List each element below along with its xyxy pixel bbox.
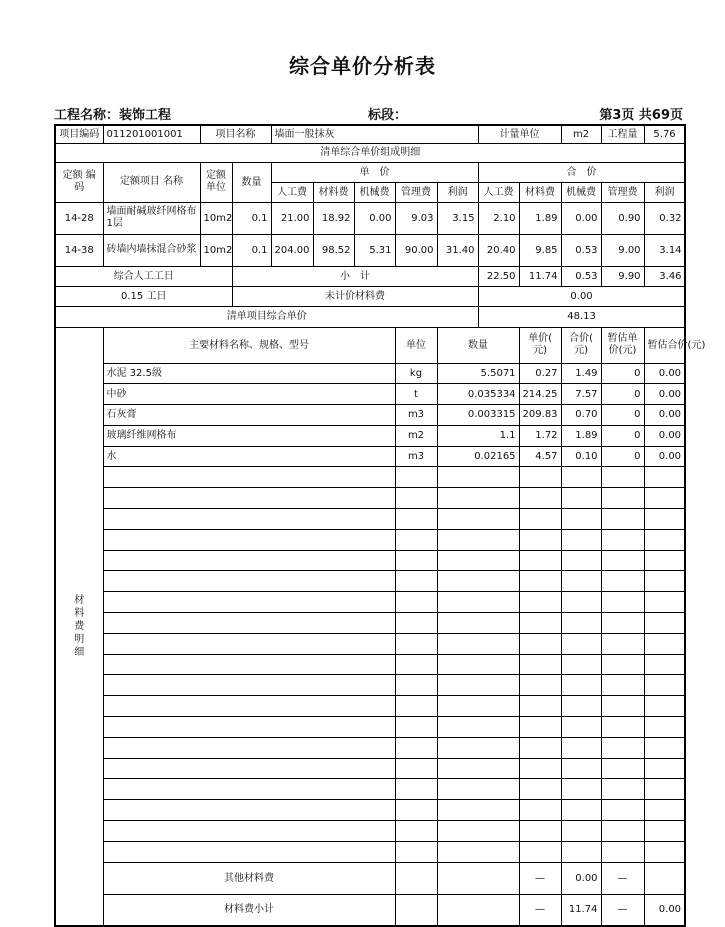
material-price: 0.27 [519, 363, 561, 384]
project-label: 工程名称： [54, 108, 120, 123]
material-unit [395, 467, 437, 488]
material-unit [395, 675, 437, 696]
material-row [55, 821, 685, 842]
labor-day-label: 综合人工工日 [55, 266, 232, 286]
other-material-total: 0.00 [561, 862, 601, 894]
material-total [561, 779, 601, 800]
measure-unit: m2 [561, 125, 601, 143]
material-est-price: 0 [601, 446, 644, 467]
unit-price-value: 5.31 [354, 234, 395, 266]
total-price-value: 3.14 [644, 234, 685, 266]
material-total: 1.49 [561, 363, 601, 384]
material-qty [437, 654, 519, 675]
material-est-total [644, 509, 685, 530]
material-name [103, 800, 395, 821]
material-row [55, 446, 685, 467]
other-material-row [55, 862, 685, 894]
unit-price-value: 98.52 [313, 234, 354, 266]
material-est-total [644, 529, 685, 550]
page-info: 第3页 共69页 [599, 108, 683, 123]
other-material-est-total [644, 862, 685, 894]
material-total [561, 841, 601, 862]
material-row [55, 654, 685, 675]
material-unit: t [395, 384, 437, 405]
total-price-value: 9.00 [601, 234, 644, 266]
composite-value: 48.13 [478, 306, 685, 327]
material-total [561, 592, 601, 613]
material-price [519, 737, 561, 758]
other-material-blank [395, 862, 437, 894]
material-row [55, 571, 685, 592]
unit-price-value: 18.92 [313, 202, 354, 234]
subtotal-label: 小 计 [232, 266, 478, 286]
material-est-total: 0.00 [644, 384, 685, 405]
material-price [519, 654, 561, 675]
material-est-total [644, 717, 685, 738]
analysis-table [54, 124, 706, 927]
material-price [519, 592, 561, 613]
material-qty [437, 675, 519, 696]
material-name [103, 633, 395, 654]
material-subtotal-total: 11.74 [561, 894, 601, 926]
material-row [55, 633, 685, 654]
quota-unit-header: 定额 单位 [200, 162, 232, 202]
material-qty [437, 800, 519, 821]
material-total-header: 合价( 元) [561, 327, 601, 363]
material-name [103, 613, 395, 634]
material-est-price [601, 592, 644, 613]
material-est-total [644, 675, 685, 696]
material-row [55, 425, 685, 446]
material-unit [395, 758, 437, 779]
report-title: 综合单价分析表 [289, 54, 436, 78]
unit-price-value: 0.00 [354, 202, 395, 234]
material-subtotal-label: 材料费小计 [103, 894, 395, 926]
material-qty [437, 633, 519, 654]
material-total [561, 488, 601, 509]
material-row [55, 613, 685, 634]
material-name [103, 654, 395, 675]
material-unit: m2 [395, 425, 437, 446]
project-item-name: 墙面一般抹灰 [271, 125, 478, 143]
material-name [103, 488, 395, 509]
material-est-total [644, 696, 685, 717]
material-subtotal-blank [395, 894, 437, 926]
quota-code: 14-28 [55, 202, 103, 234]
material-detail-side-label [55, 327, 103, 926]
subtotal-value: 3.46 [644, 266, 685, 286]
material-subtotal-price: — [519, 894, 561, 926]
material-est-price: 0 [601, 384, 644, 405]
material-price: 4.57 [519, 446, 561, 467]
material-price [519, 613, 561, 634]
material-est-total: 0.00 [644, 405, 685, 426]
unit-price-value: 9.03 [395, 202, 437, 234]
management-header: 管理费 [601, 182, 644, 202]
material-est-price [601, 654, 644, 675]
material-est-total: 0.00 [644, 446, 685, 467]
profit-header: 利润 [437, 182, 478, 202]
unit-price-value: 31.40 [437, 234, 478, 266]
material-qty [437, 550, 519, 571]
material-est-price [601, 675, 644, 696]
unit-price-value: 3.15 [437, 202, 478, 234]
material-name: 中砂 [103, 384, 395, 405]
material-unit [395, 696, 437, 717]
material-name [103, 737, 395, 758]
subtotal-row [55, 266, 685, 286]
total-price-value: 0.53 [561, 234, 601, 266]
subtotal-value: 11.74 [519, 266, 561, 286]
total-price-value: 1.89 [519, 202, 561, 234]
quota-unit: 10m2 [200, 202, 232, 234]
quantity-header: 数量 [232, 162, 271, 202]
material-name [103, 696, 395, 717]
material-est-price [601, 800, 644, 821]
material-est-total [644, 800, 685, 821]
project-code: 011201001001 [103, 125, 200, 143]
material-row [55, 488, 685, 509]
unit-price-header: 单 价 [271, 162, 478, 182]
material-name [103, 675, 395, 696]
material-total [561, 737, 601, 758]
material-qty [437, 779, 519, 800]
section-label: 标段： [368, 108, 408, 123]
material-total [561, 675, 601, 696]
material-total [561, 800, 601, 821]
material-est-total [644, 571, 685, 592]
material-est-price [601, 529, 644, 550]
material-total: 1.89 [561, 425, 601, 446]
material-name: 玻璃纤维网格布 [103, 425, 395, 446]
other-material-blank [437, 862, 519, 894]
material-subtotal-est-total: 0.00 [644, 894, 685, 926]
material-row [55, 529, 685, 550]
material-header: 材料费 [313, 182, 354, 202]
material-qty [437, 488, 519, 509]
material-total: 0.70 [561, 405, 601, 426]
material-total [561, 821, 601, 842]
detail-title: 清单综合单价组成明细 [55, 143, 685, 162]
material-est-total [644, 633, 685, 654]
material-name [103, 592, 395, 613]
quota-code: 14-38 [55, 234, 103, 266]
material-name-header: 主要材料名称、规格、型号 [103, 327, 395, 363]
material-est-total [644, 654, 685, 675]
material-est-total [644, 592, 685, 613]
material-subtotal-row [55, 894, 685, 926]
material-side-text: 材 料 费 明 细 [74, 594, 85, 658]
info-row [55, 125, 685, 143]
col-header-row-1 [55, 162, 685, 182]
qty-label: 工程量 [601, 125, 644, 143]
material-row [55, 675, 685, 696]
material-est-total [644, 737, 685, 758]
material-est-total [644, 841, 685, 862]
material-price [519, 509, 561, 530]
material-name [103, 779, 395, 800]
material-name: 水 [103, 446, 395, 467]
material-total [561, 613, 601, 634]
material-est-total: 0.00 [644, 363, 685, 384]
material-row [55, 737, 685, 758]
material-price [519, 571, 561, 592]
material-header-row [55, 327, 685, 363]
material-unit [395, 571, 437, 592]
material-row [55, 405, 685, 426]
material-qty-header: 数量 [437, 327, 519, 363]
material-price [519, 467, 561, 488]
unit-price-value: 204.00 [271, 234, 313, 266]
material-est-price [601, 550, 644, 571]
material-qty: 0.035334 [437, 384, 519, 405]
project-label-group [54, 104, 171, 123]
material-qty [437, 529, 519, 550]
material-unit [395, 821, 437, 842]
quota-item-header: 定额项目 名称 [103, 162, 200, 202]
material-qty: 0.003315 [437, 405, 519, 426]
name-label: 项目名称 [200, 125, 271, 143]
material-price [519, 717, 561, 738]
detail-title-row [55, 143, 685, 162]
material-est-price: 0 [601, 425, 644, 446]
quota-qty: 0.1 [232, 234, 271, 266]
material-subtotal-est-price: — [601, 894, 644, 926]
material-qty [437, 509, 519, 530]
material-name [103, 550, 395, 571]
material-name [103, 821, 395, 842]
material-unit [395, 613, 437, 634]
material-qty [437, 592, 519, 613]
other-material-price: — [519, 862, 561, 894]
labor-header: 人工费 [271, 182, 313, 202]
quota-qty: 0.1 [232, 202, 271, 234]
material-row [55, 384, 685, 405]
management-header: 管理费 [395, 182, 437, 202]
project-name: 装饰工程 [119, 108, 172, 123]
material-est-total [644, 488, 685, 509]
material-unit-header: 单位 [395, 327, 437, 363]
material-price [519, 675, 561, 696]
material-unit: m3 [395, 405, 437, 426]
material-est-price [601, 841, 644, 862]
material-total [561, 717, 601, 738]
material-unit [395, 717, 437, 738]
material-est-price-header: 暂估单 价(元) [601, 327, 644, 363]
material-price [519, 800, 561, 821]
material-price: 209.83 [519, 405, 561, 426]
material-price-header: 单价( 元) [519, 327, 561, 363]
machine-header: 机械费 [561, 182, 601, 202]
material-est-total [644, 550, 685, 571]
unpriced-row [55, 286, 685, 306]
material-row [55, 509, 685, 530]
material-qty [437, 841, 519, 862]
subtotal-value: 9.90 [601, 266, 644, 286]
material-unit [395, 800, 437, 821]
material-qty: 0.02165 [437, 446, 519, 467]
material-total: 0.10 [561, 446, 601, 467]
material-unit [395, 633, 437, 654]
material-est-price [601, 737, 644, 758]
other-material-est-price: — [601, 862, 644, 894]
material-name [103, 841, 395, 862]
material-est-price: 0 [601, 405, 644, 426]
material-name: 水泥 32.5级 [103, 363, 395, 384]
material-name [103, 509, 395, 530]
material-qty [437, 821, 519, 842]
material-est-price [601, 509, 644, 530]
material-est-price [601, 571, 644, 592]
material-unit: kg [395, 363, 437, 384]
material-unit [395, 737, 437, 758]
material-total [561, 696, 601, 717]
material-est-total-header: 暂估合价(元) [644, 327, 685, 363]
material-qty: 1.1 [437, 425, 519, 446]
total-price-value: 9.85 [519, 234, 561, 266]
material-row [55, 467, 685, 488]
material-price [519, 779, 561, 800]
material-unit [395, 592, 437, 613]
material-total [561, 633, 601, 654]
quota-row [55, 202, 685, 234]
total-price-value: 0.32 [644, 202, 685, 234]
material-qty [437, 758, 519, 779]
material-unit [395, 550, 437, 571]
material-header: 材料费 [519, 182, 561, 202]
material-total [561, 758, 601, 779]
material-name [103, 758, 395, 779]
material-total [561, 509, 601, 530]
material-row [55, 779, 685, 800]
material-row [55, 841, 685, 862]
material-total [561, 529, 601, 550]
material-row [55, 717, 685, 738]
material-unit [395, 841, 437, 862]
code-label: 项目编码 [55, 125, 103, 143]
other-material-label: 其他材料费 [103, 862, 395, 894]
material-est-price [601, 633, 644, 654]
material-est-price [601, 488, 644, 509]
material-unit: m3 [395, 446, 437, 467]
material-qty: 5.5071 [437, 363, 519, 384]
total-price-value: 0.90 [601, 202, 644, 234]
material-total [561, 467, 601, 488]
material-est-price [601, 613, 644, 634]
material-est-total: 0.00 [644, 425, 685, 446]
material-est-price [601, 758, 644, 779]
material-qty [437, 467, 519, 488]
material-row [55, 363, 685, 384]
material-unit [395, 654, 437, 675]
total-price-value: 2.10 [478, 202, 519, 234]
composite-label: 清单项目综合单价 [55, 306, 478, 327]
material-name [103, 467, 395, 488]
material-est-total [644, 758, 685, 779]
material-price [519, 633, 561, 654]
labor-header: 人工费 [478, 182, 519, 202]
unit-price-value: 90.00 [395, 234, 437, 266]
material-row [55, 696, 685, 717]
material-row [55, 592, 685, 613]
composite-row [55, 306, 685, 327]
material-total [561, 571, 601, 592]
material-price [519, 841, 561, 862]
material-unit [395, 529, 437, 550]
material-name [103, 571, 395, 592]
material-est-price [601, 467, 644, 488]
material-price [519, 696, 561, 717]
material-est-total [644, 779, 685, 800]
material-price: 1.72 [519, 425, 561, 446]
material-est-price [601, 779, 644, 800]
material-est-price [601, 696, 644, 717]
material-total [561, 654, 601, 675]
material-name: 石灰膏 [103, 405, 395, 426]
material-est-total [644, 467, 685, 488]
material-unit [395, 488, 437, 509]
material-qty [437, 737, 519, 758]
material-qty [437, 696, 519, 717]
unpriced-value: 0.00 [478, 286, 685, 306]
total-price-header: 合 价 [478, 162, 685, 182]
material-est-total [644, 613, 685, 634]
material-unit [395, 779, 437, 800]
material-price [519, 550, 561, 571]
material-name [103, 717, 395, 738]
unit-price-value: 21.00 [271, 202, 313, 234]
material-total [561, 550, 601, 571]
material-price [519, 821, 561, 842]
material-qty [437, 613, 519, 634]
machine-header: 机械费 [354, 182, 395, 202]
material-price [519, 758, 561, 779]
subtotal-value: 22.50 [478, 266, 519, 286]
quota-row [55, 234, 685, 266]
total-price-value: 20.40 [478, 234, 519, 266]
subtotal-value: 0.53 [561, 266, 601, 286]
material-qty [437, 717, 519, 738]
material-row [55, 550, 685, 571]
unit-label: 计量单位 [478, 125, 561, 143]
material-price [519, 488, 561, 509]
material-name [103, 529, 395, 550]
quota-unit: 10m2 [200, 234, 232, 266]
quota-name: 墙面耐碱玻纤网格布 1层 [103, 202, 200, 234]
material-subtotal-blank [437, 894, 519, 926]
material-price [519, 529, 561, 550]
material-total: 7.57 [561, 384, 601, 405]
material-row [55, 758, 685, 779]
labor-days: 0.15 工日 [55, 286, 232, 306]
material-est-total [644, 821, 685, 842]
material-price: 214.25 [519, 384, 561, 405]
quota-code-header: 定额 编码 [55, 162, 103, 202]
material-est-price [601, 717, 644, 738]
material-row [55, 800, 685, 821]
total-price-value: 0.00 [561, 202, 601, 234]
material-est-price: 0 [601, 363, 644, 384]
work-quantity: 5.76 [644, 125, 685, 143]
profit-header: 利润 [644, 182, 685, 202]
quota-name: 砖墙内墙抹混合砂浆 [103, 234, 200, 266]
unpriced-label: 未计价材料费 [232, 286, 478, 306]
material-unit [395, 509, 437, 530]
material-qty [437, 571, 519, 592]
material-est-price [601, 821, 644, 842]
